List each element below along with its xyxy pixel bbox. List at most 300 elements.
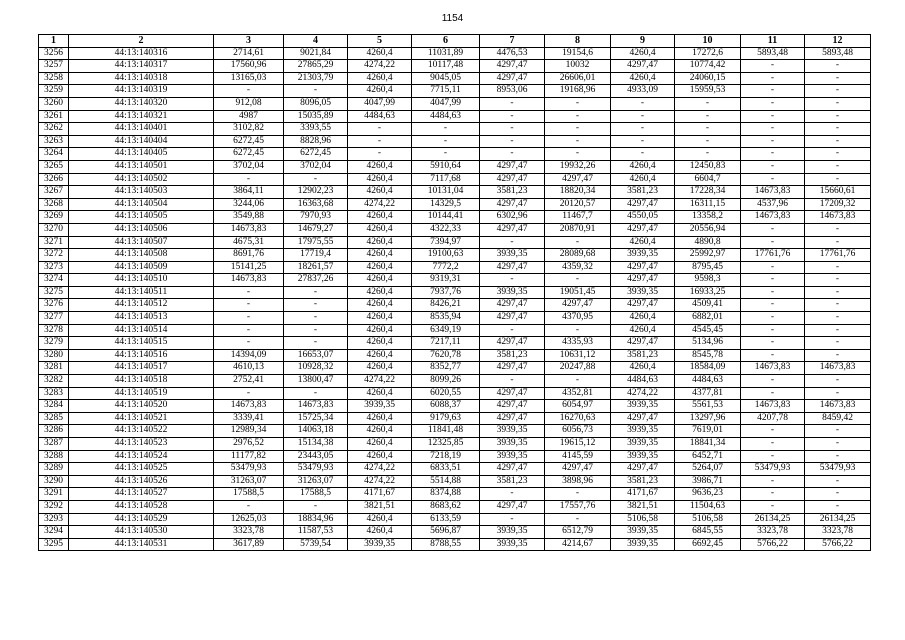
table-cell: 44:13:140521 bbox=[69, 412, 214, 425]
table-cell: - bbox=[805, 60, 871, 73]
column-header: 1 bbox=[39, 35, 69, 48]
table-row bbox=[39, 488, 871, 501]
table-cell: 4260,4 bbox=[611, 72, 675, 85]
table-cell: 44:13:140501 bbox=[69, 160, 214, 173]
table-cell: 3286 bbox=[39, 425, 69, 438]
table-cell: - bbox=[741, 500, 805, 513]
table-row bbox=[39, 72, 871, 85]
column-header: 12 bbox=[805, 35, 871, 48]
table-cell: 3702,04 bbox=[214, 160, 284, 173]
table-cell: 4047,99 bbox=[412, 97, 480, 110]
table-cell: 4260,4 bbox=[611, 324, 675, 337]
table-cell: - bbox=[805, 312, 871, 325]
table-cell: 14673,83 bbox=[741, 400, 805, 413]
table-cell: - bbox=[741, 85, 805, 98]
column-header: 4 bbox=[284, 35, 348, 48]
table-cell: 4297,47 bbox=[611, 198, 675, 211]
table-cell: 7619,01 bbox=[675, 425, 741, 438]
table-cell: - bbox=[805, 387, 871, 400]
table-cell: 6882,01 bbox=[675, 312, 741, 325]
table-cell: - bbox=[741, 450, 805, 463]
table-cell: 3261 bbox=[39, 110, 69, 123]
table-row bbox=[39, 349, 871, 362]
column-header: 3 bbox=[214, 35, 284, 48]
table-cell: 4260,4 bbox=[348, 47, 412, 60]
table-cell: 4260,4 bbox=[611, 160, 675, 173]
table-cell: - bbox=[348, 135, 412, 148]
table-cell: 3986,71 bbox=[675, 475, 741, 488]
table-cell: 3939,35 bbox=[611, 425, 675, 438]
table-cell: 44:13:140507 bbox=[69, 236, 214, 249]
table-cell: 4297,47 bbox=[611, 261, 675, 274]
table-cell: 4297,47 bbox=[545, 463, 611, 476]
table-cell: 7772,2 bbox=[412, 261, 480, 274]
table-cell: 4550,05 bbox=[611, 211, 675, 224]
table-row bbox=[39, 286, 871, 299]
table-cell: 4260,4 bbox=[611, 173, 675, 186]
table-cell: 4260,4 bbox=[348, 387, 412, 400]
table-cell: - bbox=[214, 173, 284, 186]
table-cell: 14673,83 bbox=[214, 400, 284, 413]
table-cell: 8545,78 bbox=[675, 349, 741, 362]
table-cell: - bbox=[805, 97, 871, 110]
table-cell: 44:13:140404 bbox=[69, 135, 214, 148]
table-cell: 3323,78 bbox=[741, 526, 805, 539]
table-cell: 4297,47 bbox=[480, 60, 545, 73]
table-cell: 15660,61 bbox=[805, 186, 871, 199]
table-cell: 3581,23 bbox=[480, 475, 545, 488]
table-cell: 3258 bbox=[39, 72, 69, 85]
table-cell: 15141,25 bbox=[214, 261, 284, 274]
table-cell: 4260,4 bbox=[348, 274, 412, 287]
table-cell: - bbox=[741, 60, 805, 73]
table-cell: 4297,47 bbox=[480, 299, 545, 312]
table-cell: - bbox=[805, 488, 871, 501]
table-cell: 8096,05 bbox=[284, 97, 348, 110]
table-cell: 4933,09 bbox=[611, 85, 675, 98]
table-cell: 3939,35 bbox=[611, 526, 675, 539]
table-cell: 44:13:140528 bbox=[69, 500, 214, 513]
table-cell: - bbox=[480, 324, 545, 337]
table-cell: 3617,89 bbox=[214, 538, 284, 551]
table-cell: - bbox=[214, 324, 284, 337]
table-cell: 3276 bbox=[39, 299, 69, 312]
table-cell: 4545,45 bbox=[675, 324, 741, 337]
table-cell: - bbox=[805, 85, 871, 98]
table-cell: 9636,23 bbox=[675, 488, 741, 501]
table-cell: 4171,67 bbox=[611, 488, 675, 501]
table-cell: 3702,04 bbox=[284, 160, 348, 173]
table-cell: 13358,2 bbox=[675, 211, 741, 224]
table-cell: 8828,96 bbox=[284, 135, 348, 148]
table-cell: 4297,47 bbox=[545, 173, 611, 186]
table-row bbox=[39, 337, 871, 350]
table-row bbox=[39, 375, 871, 388]
table-row bbox=[39, 85, 871, 98]
table-cell: 44:13:140319 bbox=[69, 85, 214, 98]
table-cell: 3264 bbox=[39, 148, 69, 161]
table-cell: 4359,32 bbox=[545, 261, 611, 274]
table-cell: 4274,22 bbox=[348, 375, 412, 388]
page-number: 1154 bbox=[441, 13, 464, 24]
table-cell: 4335,93 bbox=[545, 337, 611, 350]
table-row bbox=[39, 362, 871, 375]
table-row bbox=[39, 438, 871, 451]
table-cell: 44:13:140517 bbox=[69, 362, 214, 375]
table-cell: 44:13:140316 bbox=[69, 47, 214, 60]
table-cell: - bbox=[741, 387, 805, 400]
table-cell: 12450,83 bbox=[675, 160, 741, 173]
table-row bbox=[39, 274, 871, 287]
table-row bbox=[39, 249, 871, 262]
table-cell: 16933,25 bbox=[675, 286, 741, 299]
table-cell: 11177,82 bbox=[214, 450, 284, 463]
table-cell: 44:13:140526 bbox=[69, 475, 214, 488]
table-cell: 4297,47 bbox=[480, 72, 545, 85]
table-cell: - bbox=[284, 312, 348, 325]
table-cell: 4509,41 bbox=[675, 299, 741, 312]
table-cell: 8953,06 bbox=[480, 85, 545, 98]
table-cell: - bbox=[480, 375, 545, 388]
table-cell: 4171,67 bbox=[348, 488, 412, 501]
table-cell: 14673,83 bbox=[805, 400, 871, 413]
table-cell: 3581,23 bbox=[611, 186, 675, 199]
table-row bbox=[39, 400, 871, 413]
column-header: 10 bbox=[675, 35, 741, 48]
table-cell: - bbox=[675, 123, 741, 136]
table-cell: 3263 bbox=[39, 135, 69, 148]
table-cell: 3256 bbox=[39, 47, 69, 60]
table-cell: - bbox=[805, 274, 871, 287]
table-cell: 4987 bbox=[214, 110, 284, 123]
table-cell: - bbox=[348, 148, 412, 161]
table-cell: 44:13:140321 bbox=[69, 110, 214, 123]
table-cell: 3292 bbox=[39, 500, 69, 513]
table-cell: 3285 bbox=[39, 412, 69, 425]
table-cell: 17975,55 bbox=[284, 236, 348, 249]
table-cell: 12325,85 bbox=[412, 438, 480, 451]
table-cell: - bbox=[675, 135, 741, 148]
table-cell: 10131,04 bbox=[412, 186, 480, 199]
table-cell: 24060,15 bbox=[675, 72, 741, 85]
table-cell: 5910,64 bbox=[412, 160, 480, 173]
table-cell: 4260,4 bbox=[611, 236, 675, 249]
table-cell: 4274,22 bbox=[348, 198, 412, 211]
table-cell: 3939,35 bbox=[480, 438, 545, 451]
table-cell: 4297,47 bbox=[480, 198, 545, 211]
table-cell: 44:13:140504 bbox=[69, 198, 214, 211]
table-cell: 3339,41 bbox=[214, 412, 284, 425]
table-cell: 4260,4 bbox=[348, 72, 412, 85]
table-cell: - bbox=[805, 223, 871, 236]
table-cell: - bbox=[284, 324, 348, 337]
table-cell: - bbox=[480, 135, 545, 148]
table-cell: 28089,68 bbox=[545, 249, 611, 262]
table-cell: - bbox=[611, 148, 675, 161]
table-cell: 3939,35 bbox=[480, 425, 545, 438]
table-cell: 10928,32 bbox=[284, 362, 348, 375]
table-cell: 4297,47 bbox=[480, 173, 545, 186]
table-row bbox=[39, 60, 871, 73]
table-cell: 5893,48 bbox=[741, 47, 805, 60]
table-cell: 11841,48 bbox=[412, 425, 480, 438]
table-cell: 53479,93 bbox=[741, 463, 805, 476]
table-cell: 7394,97 bbox=[412, 236, 480, 249]
table-cell: - bbox=[805, 173, 871, 186]
table-cell: 11504,63 bbox=[675, 500, 741, 513]
table-cell: 11587,53 bbox=[284, 526, 348, 539]
table-cell: 23443,05 bbox=[284, 450, 348, 463]
table-cell: - bbox=[805, 324, 871, 337]
table-cell: 44:13:140518 bbox=[69, 375, 214, 388]
table-cell: 6056,73 bbox=[545, 425, 611, 438]
table-cell: 3549,88 bbox=[214, 211, 284, 224]
table-cell: 17761,76 bbox=[741, 249, 805, 262]
table-cell: 44:13:140516 bbox=[69, 349, 214, 362]
table-cell: 4297,47 bbox=[611, 299, 675, 312]
table-cell: 13297,96 bbox=[675, 412, 741, 425]
table-cell: - bbox=[805, 375, 871, 388]
table-cell: 7937,76 bbox=[412, 286, 480, 299]
table-cell: 3266 bbox=[39, 173, 69, 186]
table-cell: 8374,88 bbox=[412, 488, 480, 501]
table-cell: 6272,45 bbox=[214, 148, 284, 161]
table-cell: 4322,33 bbox=[412, 223, 480, 236]
table-cell: 9598,3 bbox=[675, 274, 741, 287]
table-cell: 6302,96 bbox=[480, 211, 545, 224]
table-row bbox=[39, 47, 871, 60]
table-cell: 3821,51 bbox=[611, 500, 675, 513]
table-cell: 44:13:140502 bbox=[69, 173, 214, 186]
table-cell: 3939,35 bbox=[348, 400, 412, 413]
table-cell: 3265 bbox=[39, 160, 69, 173]
table-row bbox=[39, 513, 871, 526]
table-cell: 4297,47 bbox=[480, 337, 545, 350]
table-cell: 6349,19 bbox=[412, 324, 480, 337]
table-cell: - bbox=[480, 274, 545, 287]
table-cell: 3102,82 bbox=[214, 123, 284, 136]
table-cell: - bbox=[480, 513, 545, 526]
table-cell: 27837,26 bbox=[284, 274, 348, 287]
table-cell: 6054,97 bbox=[545, 400, 611, 413]
table-cell: 14394,09 bbox=[214, 349, 284, 362]
table-cell: 4297,47 bbox=[480, 261, 545, 274]
table-cell: 4260,4 bbox=[348, 160, 412, 173]
table-cell: 44:13:140320 bbox=[69, 97, 214, 110]
table-cell: 3295 bbox=[39, 538, 69, 551]
table-cell: - bbox=[741, 488, 805, 501]
table-cell: - bbox=[412, 135, 480, 148]
table-cell: 3581,23 bbox=[480, 186, 545, 199]
table-cell: 4260,4 bbox=[348, 261, 412, 274]
table-cell: 44:13:140530 bbox=[69, 526, 214, 539]
table-cell: - bbox=[214, 299, 284, 312]
table-cell: - bbox=[480, 488, 545, 501]
table-cell: 5264,07 bbox=[675, 463, 741, 476]
table-cell: 3581,23 bbox=[480, 349, 545, 362]
table-cell: 44:13:140510 bbox=[69, 274, 214, 287]
table-cell: - bbox=[741, 261, 805, 274]
table-cell: 3244,06 bbox=[214, 198, 284, 211]
table-cell: 10032 bbox=[545, 60, 611, 73]
table-cell: - bbox=[805, 500, 871, 513]
table-cell: 5766,22 bbox=[805, 538, 871, 551]
table-cell: 44:13:140401 bbox=[69, 123, 214, 136]
table-cell: 17719,4 bbox=[284, 249, 348, 262]
table-cell: 13800,47 bbox=[284, 375, 348, 388]
table-cell: - bbox=[741, 160, 805, 173]
table-cell: 4260,4 bbox=[348, 85, 412, 98]
table-row bbox=[39, 475, 871, 488]
table-cell: 3280 bbox=[39, 349, 69, 362]
table-cell: - bbox=[284, 387, 348, 400]
table-cell: 17557,76 bbox=[545, 500, 611, 513]
table-cell: 8795,45 bbox=[675, 261, 741, 274]
table-cell: 13165,03 bbox=[214, 72, 284, 85]
table-cell: 31263,07 bbox=[214, 475, 284, 488]
header-row bbox=[39, 35, 871, 48]
table-cell: 3939,35 bbox=[611, 249, 675, 262]
table-cell: 14673,83 bbox=[214, 274, 284, 287]
table-row bbox=[39, 425, 871, 438]
table-row bbox=[39, 299, 871, 312]
table-cell: 5696,87 bbox=[412, 526, 480, 539]
table-cell: 44:13:140524 bbox=[69, 450, 214, 463]
table-row bbox=[39, 450, 871, 463]
table-cell: - bbox=[545, 97, 611, 110]
table-cell: - bbox=[480, 97, 545, 110]
table-cell: 4260,4 bbox=[348, 337, 412, 350]
table-cell: - bbox=[545, 148, 611, 161]
table-row bbox=[39, 500, 871, 513]
table-cell: 19932,26 bbox=[545, 160, 611, 173]
table-cell: - bbox=[675, 110, 741, 123]
table-cell: - bbox=[805, 123, 871, 136]
table-cell: - bbox=[805, 337, 871, 350]
table-cell: 8788,55 bbox=[412, 538, 480, 551]
table-cell: 31263,07 bbox=[284, 475, 348, 488]
table-cell: - bbox=[741, 173, 805, 186]
table-cell: 19154,6 bbox=[545, 47, 611, 60]
table-cell: - bbox=[545, 135, 611, 148]
table-cell: - bbox=[545, 488, 611, 501]
table-cell: - bbox=[480, 123, 545, 136]
table-cell: 8691,76 bbox=[214, 249, 284, 262]
table-cell: - bbox=[805, 475, 871, 488]
table-cell: 3289 bbox=[39, 463, 69, 476]
table-cell: 4484,63 bbox=[611, 375, 675, 388]
table-row bbox=[39, 412, 871, 425]
table-cell: 14673,83 bbox=[805, 362, 871, 375]
table-cell: 4297,47 bbox=[480, 412, 545, 425]
table-cell: 2976,52 bbox=[214, 438, 284, 451]
table-cell: - bbox=[741, 349, 805, 362]
table-cell: - bbox=[284, 299, 348, 312]
table-cell: 4297,47 bbox=[480, 500, 545, 513]
table-cell: 25992,97 bbox=[675, 249, 741, 262]
table-cell: 4260,4 bbox=[348, 223, 412, 236]
table-cell: 18820,34 bbox=[545, 186, 611, 199]
table-cell: 3323,78 bbox=[805, 526, 871, 539]
column-header: 11 bbox=[741, 35, 805, 48]
table-cell: 15035,89 bbox=[284, 110, 348, 123]
table-cell: 6088,37 bbox=[412, 400, 480, 413]
table-cell: - bbox=[741, 274, 805, 287]
table-cell: 44:13:140508 bbox=[69, 249, 214, 262]
table-cell: 4260,4 bbox=[348, 513, 412, 526]
table-cell: 7970,93 bbox=[284, 211, 348, 224]
table-cell: 18261,57 bbox=[284, 261, 348, 274]
table-cell: 4274,22 bbox=[348, 60, 412, 73]
table-cell: 3271 bbox=[39, 236, 69, 249]
table-cell: 9045,05 bbox=[412, 72, 480, 85]
table-cell: 6133,59 bbox=[412, 513, 480, 526]
table-cell: 3259 bbox=[39, 85, 69, 98]
table-cell: - bbox=[545, 110, 611, 123]
table-row bbox=[39, 387, 871, 400]
table-cell: - bbox=[675, 97, 741, 110]
table-cell: - bbox=[412, 148, 480, 161]
table-cell: 3267 bbox=[39, 186, 69, 199]
table-cell: 44:13:140513 bbox=[69, 312, 214, 325]
table-cell: 4260,4 bbox=[348, 349, 412, 362]
table-row bbox=[39, 148, 871, 161]
table-cell: 44:13:140527 bbox=[69, 488, 214, 501]
table-cell: 3939,35 bbox=[611, 450, 675, 463]
table-cell: 4297,47 bbox=[611, 463, 675, 476]
table-cell: 4297,47 bbox=[611, 60, 675, 73]
table-cell: - bbox=[805, 148, 871, 161]
table-cell: - bbox=[741, 135, 805, 148]
table-cell: 15725,34 bbox=[284, 412, 348, 425]
table-cell: 14673,83 bbox=[741, 362, 805, 375]
table-cell: 44:13:140505 bbox=[69, 211, 214, 224]
table-cell: 44:13:140519 bbox=[69, 387, 214, 400]
table-cell: 4297,47 bbox=[480, 312, 545, 325]
table-cell: - bbox=[741, 475, 805, 488]
table-cell: 3268 bbox=[39, 198, 69, 211]
table-cell: 4260,4 bbox=[348, 412, 412, 425]
table-cell: - bbox=[741, 425, 805, 438]
table-cell: 21303,79 bbox=[284, 72, 348, 85]
table-cell: 3939,35 bbox=[480, 249, 545, 262]
table-cell: 3287 bbox=[39, 438, 69, 451]
table-row bbox=[39, 211, 871, 224]
table-cell: 8099,26 bbox=[412, 375, 480, 388]
table-cell: 44:13:140405 bbox=[69, 148, 214, 161]
table-cell: 19100,63 bbox=[412, 249, 480, 262]
table-cell: 26606,01 bbox=[545, 72, 611, 85]
table-cell: 4297,47 bbox=[611, 412, 675, 425]
table-cell: 4476,53 bbox=[480, 47, 545, 60]
table-cell: 4537,96 bbox=[741, 198, 805, 211]
table-cell: 12989,34 bbox=[214, 425, 284, 438]
table-cell: 44:13:140531 bbox=[69, 538, 214, 551]
table-cell: - bbox=[611, 123, 675, 136]
table-cell: - bbox=[545, 274, 611, 287]
table-row bbox=[39, 538, 871, 551]
table-cell: 3257 bbox=[39, 60, 69, 73]
table-cell: 4370,95 bbox=[545, 312, 611, 325]
table-cell: 4297,47 bbox=[480, 387, 545, 400]
table-cell: - bbox=[214, 500, 284, 513]
table-cell: 5134,96 bbox=[675, 337, 741, 350]
table-cell: 4260,4 bbox=[348, 438, 412, 451]
table-row bbox=[39, 173, 871, 186]
table-cell: 14673,83 bbox=[741, 211, 805, 224]
table-cell: 5893,48 bbox=[805, 47, 871, 60]
table-cell: 3291 bbox=[39, 488, 69, 501]
